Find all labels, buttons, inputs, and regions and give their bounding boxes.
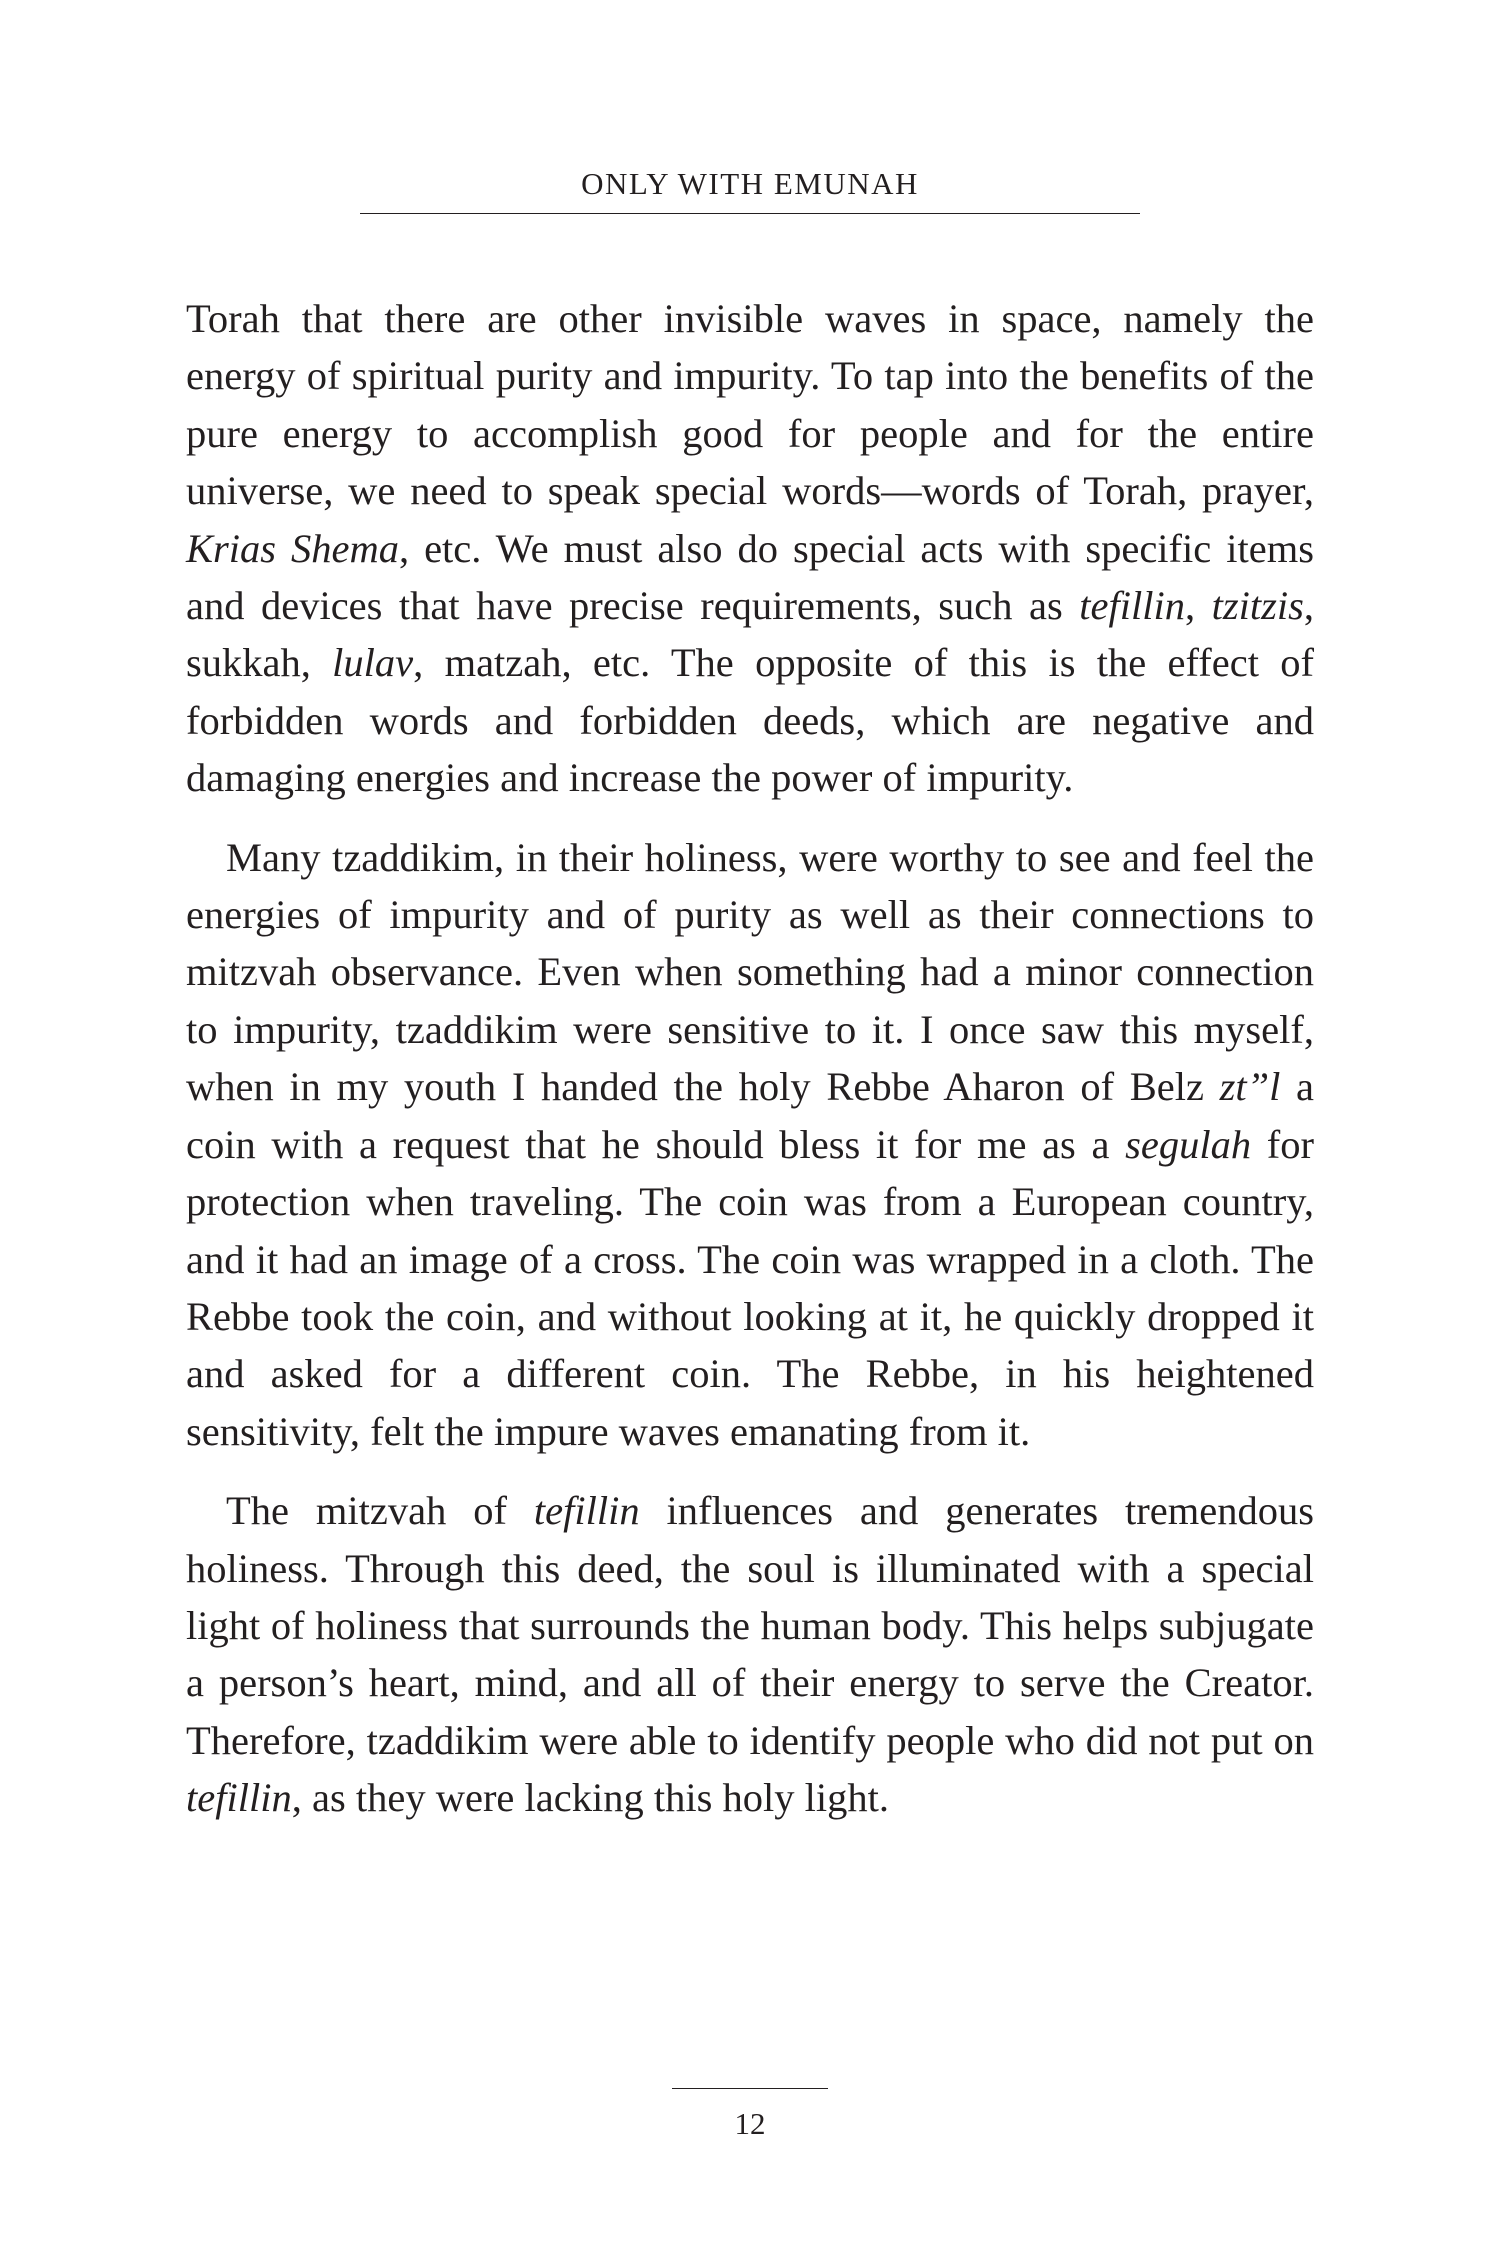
text-segment: Many tzaddikim, in their holiness, were worthy to see and feel the energies of impurity and of purity as well as their connections to mitzvah observance. Even when something had a minor connection to impurity, tzaddikim were sensitive to it. I once saw this myself, when in my youth I handed the holy Rebbe Aharon of Belz	[186, 834, 1314, 1110]
text-segment: , etc. We must also do special acts with specific items and devices that have precise requirements, such as	[186, 525, 1314, 629]
italic-term: tefillin	[1079, 583, 1185, 629]
text-segment: Torah that there are other invisible waves in space, namely the energy of spiritual purity and impurity. To tap into the benefits of the pure energy to accomplish good for people and for the entire universe, we need to speak special words—words of Torah, prayer,	[186, 296, 1314, 514]
italic-term: Krias Shema	[186, 525, 399, 571]
paragraph-1	[186, 290, 1314, 807]
text-segment: ,	[1184, 583, 1212, 629]
page-number: 12	[734, 2106, 766, 2141]
text-segment: for protection when traveling. The coin was from a European country, and it had an image of a cross. The coin was wrapped in a cloth. The Rebbe took the coin, and without looking at it, he quickly dropped it and asked for a different coin. The Rebbe, in his heightened sensitivity, felt the impure waves emanating from it.	[186, 1121, 1314, 1454]
running-head: ONLY WITH EMUNAH	[581, 166, 919, 201]
text-segment: , matzah, etc. The opposite of this is the effect of forbidden words and forbidden deeds, which are negative and damaging energies and increase the power of impurity.	[186, 640, 1314, 801]
italic-term: lulav	[332, 640, 414, 686]
italic-term: tefillin	[533, 1488, 640, 1534]
italic-term: segulah	[1125, 1121, 1252, 1167]
text-segment: The mitzvah of	[226, 1488, 534, 1534]
text-segment: , as they were lacking this holy light.	[291, 1775, 890, 1821]
paragraph-2	[186, 829, 1314, 1460]
text-segment: , sukkah,	[186, 583, 1315, 686]
paragraph-3	[186, 1482, 1314, 1826]
header-rule	[360, 213, 1140, 214]
italic-term: tefillin	[186, 1775, 292, 1821]
italic-term: zt”l	[1219, 1064, 1281, 1110]
footer-rule	[672, 2088, 828, 2089]
text-segment: a coin with a request that he should bless it for me as a	[186, 1064, 1314, 1167]
text-segment: influences and generates tremendous holiness. Through this deed, the soul is illuminated with a special light of holiness that surrounds the human body. This helps subjugate a person’s heart, mind, and all of their energy to serve the Creator. Therefore, tzaddikim were able to identify people who did not put on	[186, 1488, 1314, 1763]
italic-term: tzitzis	[1211, 583, 1304, 629]
body-text	[186, 290, 1314, 1849]
